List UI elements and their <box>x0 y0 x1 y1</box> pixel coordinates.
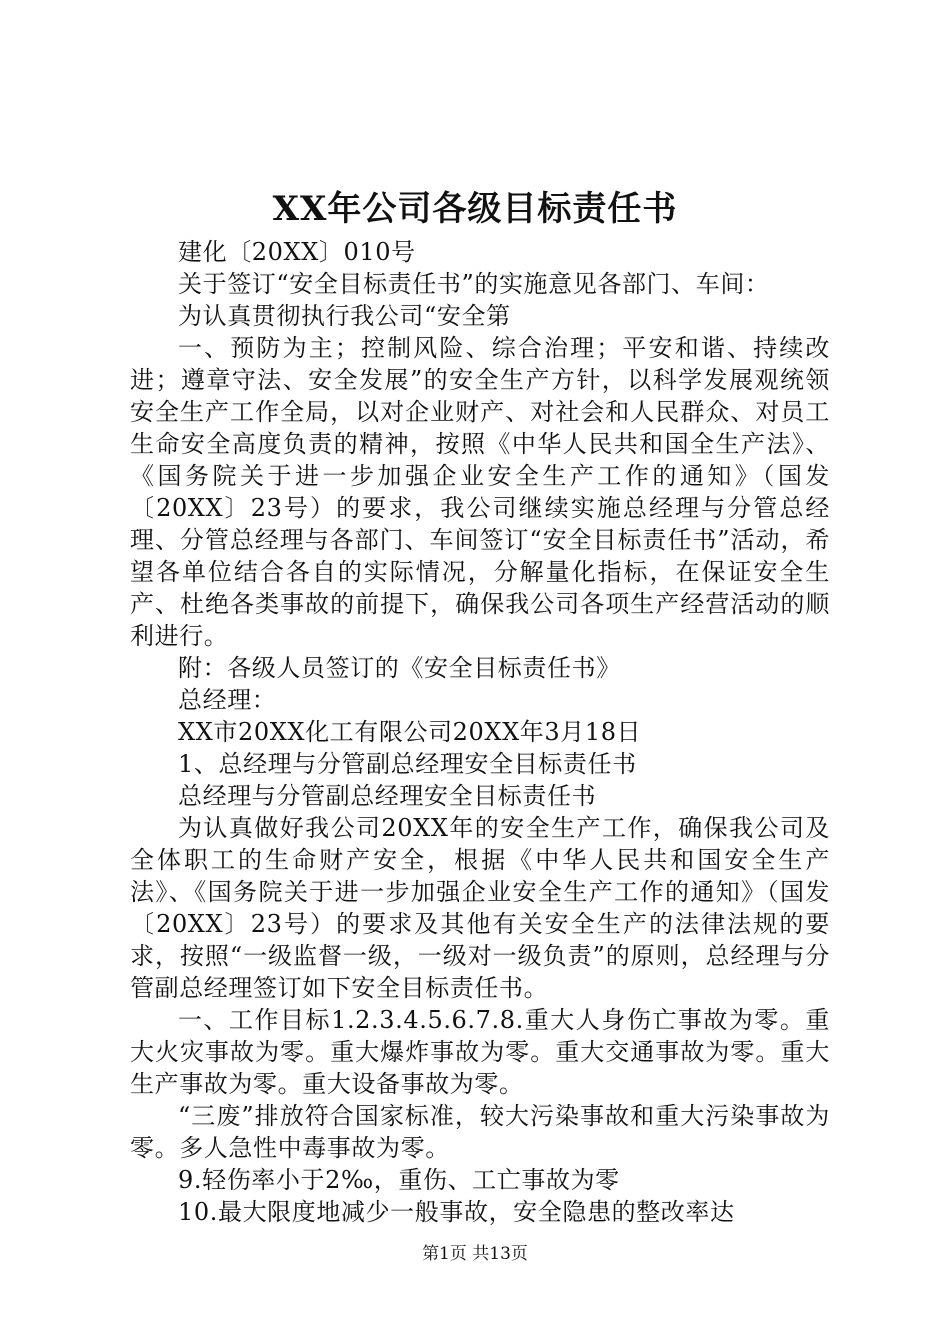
paragraph-policy: 一、预防为主；控制风险、综合治理；平安和谐、持续改进；遵章守法、安全发展”的安全生产方针，以科学发展观统领安全生产工作全局，以对企业财产、对社会和人民群众、对员工生命安全高度负责的精神，按照《中华人民共和国全生产法》、《国务院关于进一步加强企业安全生产工作的通知》（国发〔20XX〕23号）的要求，我公司继续实施总经理与分管总经理、分管总经理与各部门、车间签订“安全目标责任书”活动，希望各单位结合各自的实际情况，分解量化指标，在保证安全生产、杜绝各类事故的前提下，确保我公司各项生产经营活动的顺利进行。 <box>130 334 830 650</box>
page-footer: 第1页 共13页 <box>422 1244 528 1264</box>
company-date-line: XX市20XX化工有限公司20XX年3月18日 <box>178 718 642 746</box>
paragraph-purpose: 为认真做好我公司20XX年的安全生产工作，确保我公司及全体职工的生命财产安全，根据《中华人民共和国安全生产法》、《国务院关于进一步加强企业安全生产工作的通知》（国发〔20XX〕23号）的要求及其他有关安全生产的法律法规的要求，按照“一级监督一级，一级对一级负责”的原则，总经理与分管副总经理签订如下安全目标责任书。 <box>130 814 830 1002</box>
paragraph-hazards: 10.最大限度地减少一般事故，安全隐患的整改率达 <box>178 1198 735 1226</box>
paragraph-goals: 一、工作目标1.2.3.4.5.6.7.8.重大人身伤亡事故为零。重大火灾事故为零。重大爆炸事故为零。重大交通事故为零。重大生产事故为零。重大设备事故为零。 <box>130 1006 830 1098</box>
paragraph-emissions: “三废”排放符合国家标准，较大污染事故和重大污染事故为零。多人急性中毒事故为零。 <box>130 1102 830 1162</box>
attachment-line: 附：各级人员签订的《安全目标责任书》 <box>178 654 621 682</box>
section-subtitle: 总经理与分管副总经理安全目标责任书 <box>178 782 597 810</box>
notice-heading: 关于签订“安全目标责任书”的实施意见各部门、车间： <box>178 270 770 298</box>
signature-label: 总经理： <box>178 686 277 714</box>
document-number: 建化〔20XX〕010号 <box>178 238 416 266</box>
document-body <box>130 236 830 1228</box>
paragraph-intro: 为认真贯彻执行我公司“安全第 <box>178 302 511 330</box>
section-heading: 1、总经理与分管副总经理安全目标责任书 <box>178 750 637 778</box>
document-title: XX年公司各级目标责任书 <box>272 189 678 229</box>
paragraph-injury-rate: 9.轻伤率小于2‰，重伤、工亡事故为零 <box>178 1166 620 1194</box>
